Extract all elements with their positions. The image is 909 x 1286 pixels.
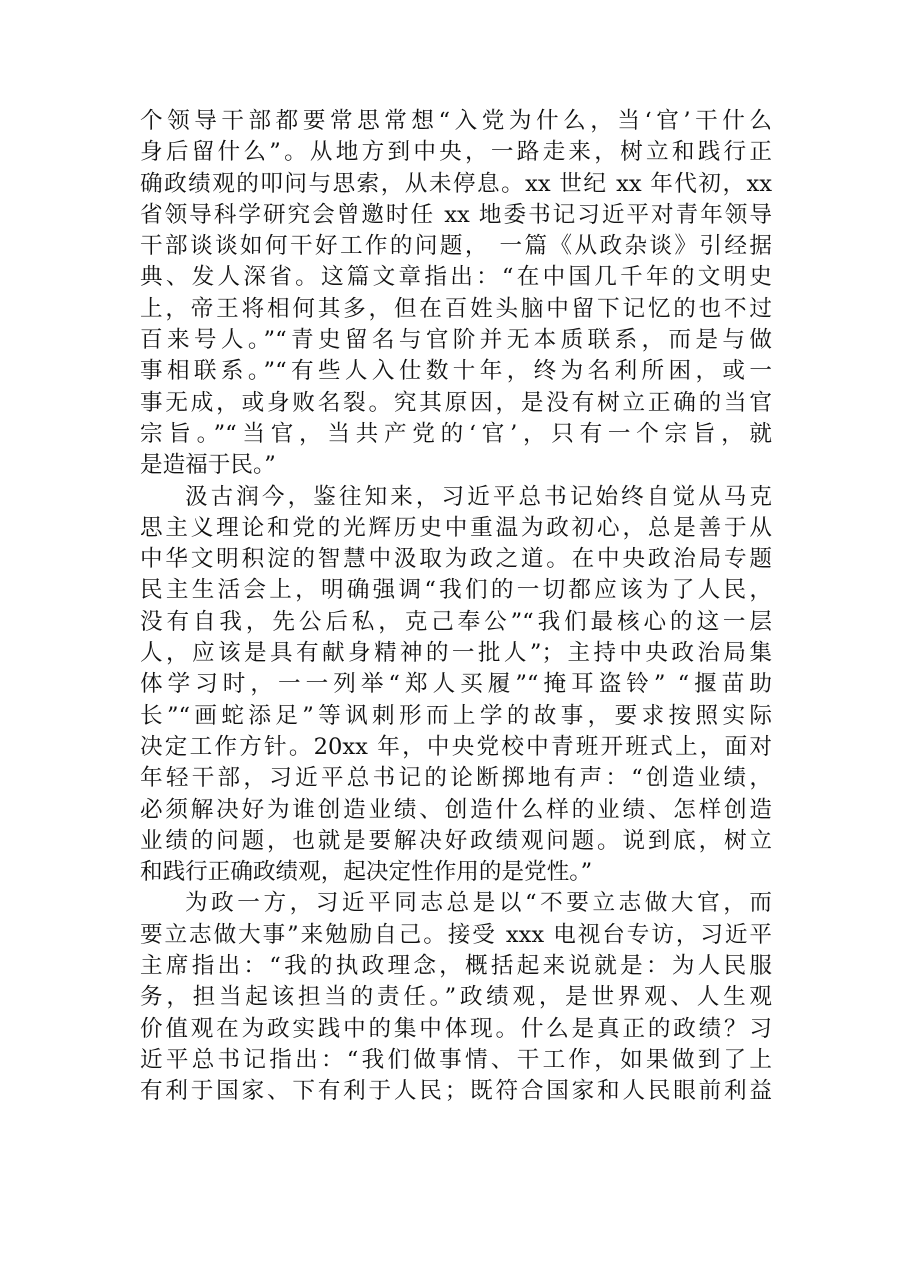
- text-line: 要立志做大事”来勉励自己。接受 xxx 电视台专访，习近平: [140, 921, 772, 948]
- text-line: 业绩的问题，也就是要解决好政绩观问题。说到底，树立: [140, 827, 772, 854]
- text-line: 确政绩观的叩问与思索，从未停息。xx 世纪 xx 年代初，xx: [140, 170, 772, 197]
- text-line: 没有自我，先公后私，克己奉公”“我们最核心的这一层: [140, 608, 772, 635]
- text-line: 人，应该是具有献身精神的一批人”；主持中央政治局集: [140, 640, 772, 667]
- text-line: 事相联系。”“有些人入仕数十年，终为名利所困，或一: [140, 358, 772, 385]
- text-line: 中华文明积淀的智慧中汲取为政之道。在中央政治局专题: [140, 546, 772, 573]
- text-line: 价值观在为政实践中的集中体现。什么是真正的政绩？习: [140, 1015, 772, 1042]
- text-line: 省领导科学研究会曾邀时任 xx 地委书记习近平对青年领导: [140, 201, 772, 228]
- text-line: 近平总书记指出：“我们做事情、干工作，如果做到了上: [140, 1046, 772, 1073]
- text-line: 长”“画蛇添足”等讽刺形而上学的故事，要求按照实际: [140, 702, 772, 729]
- text-line: 体学习时，一一列举“郑人买履”“掩耳盗铃” “揠苗助: [140, 671, 772, 698]
- text-line: 务，担当起该担当的责任。”政绩观，是世界观、人生观: [140, 984, 772, 1011]
- text-line: 有利于国家、下有利于人民；既符合国家和人民眼前利益: [140, 1078, 772, 1105]
- text-line: 上，帝王将相何其多，但在百姓头脑中留下记忆的也不过: [140, 295, 772, 322]
- text-line: 百来号人。”“青史留名与官阶并无本质联系，而是与做: [140, 327, 772, 354]
- body-text: [140, 106, 772, 1108]
- text-line: 干部谈谈如何干好工作的问题， 一篇《从政杂谈》引经据: [140, 233, 772, 260]
- text-line: 事无成，或身败名裂。究其原因，是没有树立正确的当官: [140, 389, 772, 416]
- text-line: 和践行正确政绩观，起决定性作用的是党性。”: [140, 859, 593, 886]
- text-line: 必须解决好为谁创造业绩、创造什么样的业绩、怎样创造: [140, 796, 772, 823]
- text-line: 典、发人深省。这篇文章指出：“在中国几千年的文明史: [140, 264, 772, 291]
- text-line: 年轻干部，习近平总书记的论断掷地有声：“创造业绩，: [140, 765, 772, 792]
- text-line: 决定工作方针。20xx 年，中央党校中青班开班式上，面对: [140, 733, 772, 760]
- text-line: 个领导干部都要常思常想“入党为什么，当‘官’干什么: [140, 108, 772, 134]
- text-line: 主席指出：“我的执政理念，概括起来说就是：为人民服: [140, 953, 772, 980]
- text-line: 为政一方，习近平同志总是以“不要立志做大官，而: [185, 890, 772, 917]
- text-line: 身后留什么”。从地方到中央，一路走来，树立和践行正: [140, 139, 772, 166]
- text-line: 宗旨。”“当官，当共产党的‘官’，只有一个宗旨，就: [140, 420, 772, 447]
- text-line: 民主生活会上，明确强调“我们的一切都应该为了人民，: [140, 577, 772, 604]
- text-line: 是造福于民。”: [140, 452, 276, 479]
- text-line: 汲古润今，鉴往知来，习近平总书记始终自觉从马克: [185, 483, 772, 510]
- text-line: 思主义理论和党的光辉历史中重温为政初心，总是善于从: [140, 514, 772, 541]
